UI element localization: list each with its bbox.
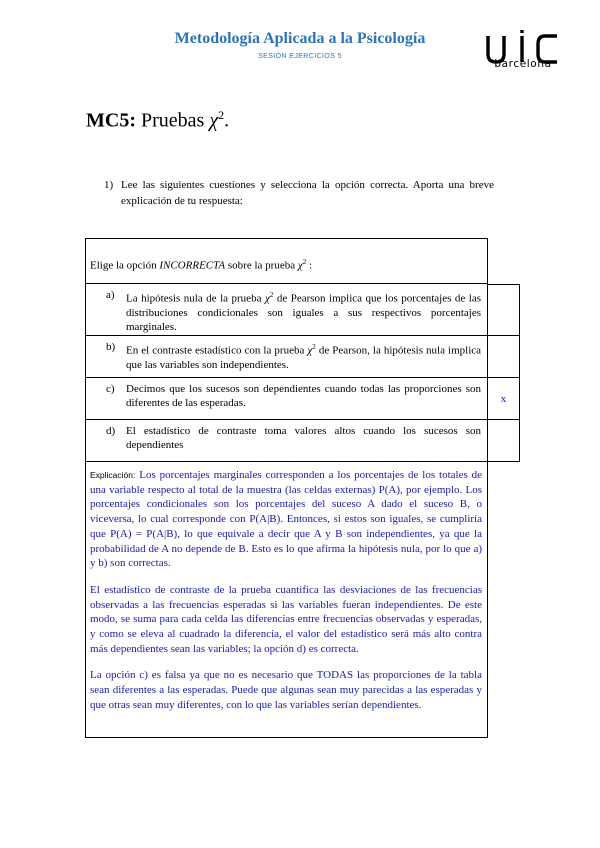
instruction-number: 1) [104, 179, 114, 191]
option-a-two: 2 [269, 291, 274, 299]
option-text [126, 340, 481, 373]
explanation-p1-text: Los porcentajes marginales corresponden a los porcentajes de los totales de una variable respecto al total de la muestra (las celdas externas) P(A), por ejemplo. Los porcentajes condicionales son los porcentajes del suceso A dado el suceso B, o viceversa, lo cual corresponde con P(A|B). Entonces, si estos son iguales, se cumpliría que P(A) = P(A|B), lo que equivale a decir que A y B son independientes, ya que la probabilidad de A no depende de B. Esto es lo que afirma la hipótesis nula, por lo que a) y b) son correctas. [90, 469, 482, 570]
question-symbol: χ [297, 259, 303, 272]
question-cell [85, 238, 488, 284]
option-b-text-before: En el contraste estadístico con la prueba [126, 344, 305, 357]
option-row-d[interactable] [85, 420, 520, 462]
explanation-p1 [90, 468, 482, 571]
option-row-b[interactable] [85, 336, 520, 378]
question-middle: sobre la prueba [227, 259, 296, 272]
option-c[interactable] [85, 378, 488, 420]
page-title [86, 108, 229, 133]
option-a[interactable] [85, 284, 488, 336]
explanation-label: Explicación: [90, 470, 136, 480]
option-a-text-before: La hipótesis nula de la prueba [126, 292, 262, 305]
question-prefix: Elige la opción [90, 259, 157, 272]
option-row-c[interactable] [85, 378, 520, 420]
logo-city: barcelona [494, 58, 552, 70]
option-a-chi: χ [264, 292, 270, 305]
option-a-mark[interactable] [488, 284, 520, 336]
option-letter: c) [106, 383, 115, 395]
header-title: Metodología Aplicada a la Psicología [174, 30, 426, 47]
question-emphasis: INCORRECTA [159, 259, 226, 272]
option-d[interactable] [85, 420, 488, 462]
option-b-two: 2 [312, 343, 316, 351]
option-letter: b) [106, 341, 116, 353]
instruction-text: Lee las siguientes cuestiones y selecciona la opción correcta. Aporta una breve explicación de tu respuesta: [121, 179, 494, 207]
title-text: Pruebas [140, 109, 205, 132]
option-text: Decimos que los sucesos son dependientes cuando todas las proporciones son diferentes de las esperadas. [126, 383, 481, 409]
question-spacer [488, 238, 520, 284]
option-b-text-after: de Pearson, la hipótesis nula implica que las variables son independientes. [126, 344, 482, 371]
question-superscript: 2 [302, 258, 307, 266]
option-b[interactable] [85, 336, 488, 378]
explanation-p2: El estadístico de contraste de la prueba cuantifica las desviaciones de las frecuencias observadas a las frecuencias esperadas si las variables fueran independientes. De este modo, se suma para cada celda las diferencias entre frecuencias observadas y esperadas, y como se eleva al cuadrado la diferencia, el valor del estadístico será más alto contra más dependientes sean las variables; la opción d) es correcta. [90, 583, 482, 655]
title-symbol: χ [209, 109, 219, 132]
option-letter: d) [106, 425, 116, 437]
instruction [104, 177, 494, 209]
header-subtitle: SESIÓN EJERCICIOS 5 [258, 53, 342, 60]
title-prefix: MC5: [86, 109, 136, 132]
explanation-box [85, 462, 488, 738]
option-row-a[interactable] [85, 284, 520, 336]
question-row [85, 238, 520, 284]
option-d-mark[interactable] [488, 420, 520, 462]
option-text [126, 288, 481, 331]
option-b-chi: χ [307, 344, 313, 357]
option-c-mark[interactable]: x [488, 378, 520, 420]
option-b-mark[interactable] [488, 336, 520, 378]
explanation-p3: La opción c) es falsa ya que no es necesario que TODAS las proporciones de la tabla sean diferentes a las esperadas. Puede que algunas sean muy parecidas a las esperadas y que otras sean muy diferentes, con lo que las variables serían dependientes. [90, 669, 482, 711]
option-text: El estadístico de contraste toma valores altos cuando los sucesos son dependientes [126, 425, 481, 451]
question-suffix: : [308, 259, 312, 272]
title-superscript: 2 [218, 108, 225, 122]
option-letter: a) [106, 289, 115, 301]
option-a-text-after: de Pearson implica que los porcentajes de las distribuciones condicionales son iguales a sus respectivos porcentajes marginales. [126, 292, 482, 333]
title-suffix: . [224, 109, 230, 132]
question-table [85, 238, 520, 738]
